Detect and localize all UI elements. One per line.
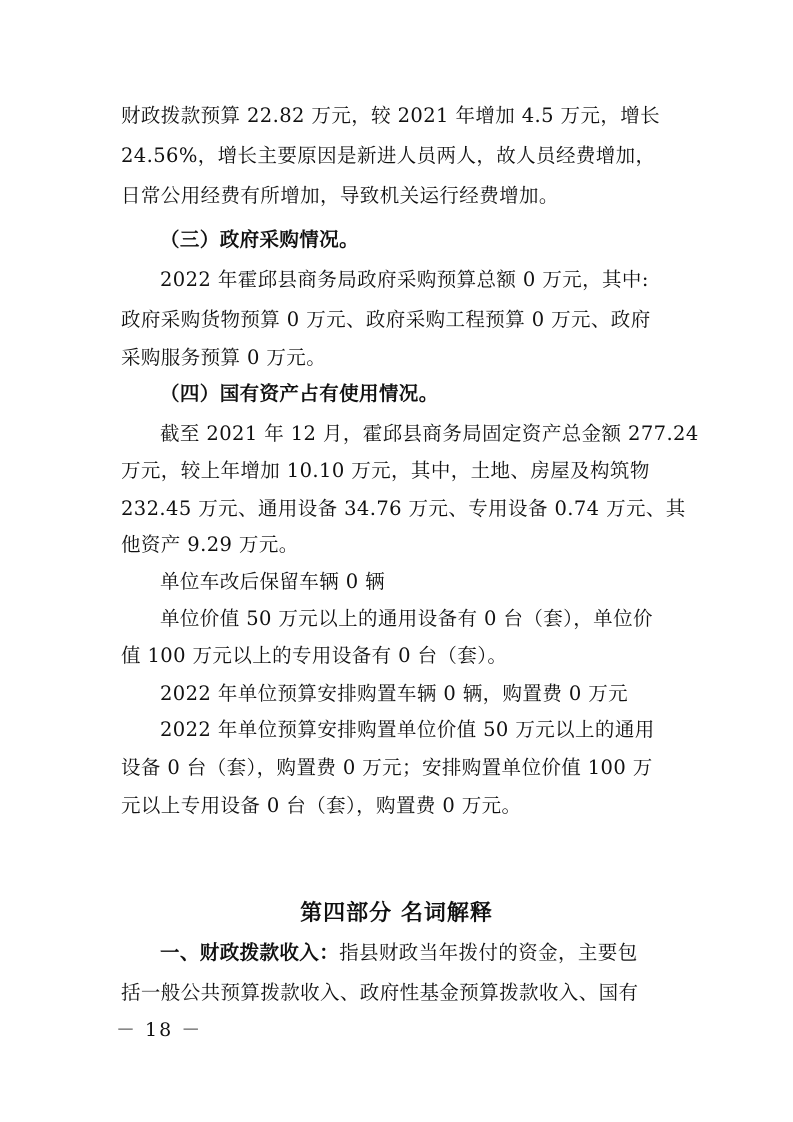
assets-paragraph-line-4: 他资产 9.29 万元。 (121, 533, 299, 556)
equipment-value-paragraph-line-2: 值 100 万元以上的专用设备有 0 台（套）。 (121, 644, 508, 667)
definition-text: 指县财政当年拨付的资金，主要包 (339, 941, 638, 964)
equipment-purchase-paragraph-line-1: 2022 年单位预算安排购置单位价值 50 万元以上的通用 (160, 718, 655, 741)
budget-paragraph-line-2: 24.56%，增长主要原因是新进人员两人，故人员经费增加， (121, 144, 656, 167)
assets-paragraph-line-1: 截至 2021 年 12 月，霍邱县商务局固定资产总金额 277.24 (160, 422, 699, 445)
procurement-heading: （三）政府采购情况。 (160, 228, 360, 251)
page-number: － 18 － (116, 1019, 203, 1041)
definition-term: 一、财政拨款收入： (160, 941, 340, 964)
procurement-paragraph-line-1: 2022 年霍邱县商务局政府采购预算总额 0 万元，其中: (160, 268, 649, 291)
section-heading: 第四部分 名词解释 (300, 901, 493, 926)
vehicles-paragraph-line-1: 单位车改后保留车辆 0 辆 (160, 570, 386, 593)
assets-paragraph-line-3: 232.45 万元、通用设备 34.76 万元、专用设备 0.74 万元、其 (121, 497, 686, 520)
budget-paragraph-line-3: 日常公用经费有所增加，导致机关运行经费增加。 (121, 184, 559, 207)
budget-paragraph-line-1: 财政拨款预算 22.82 万元，较 2021 年增加 4.5 万元，增长 (121, 104, 661, 127)
procurement-paragraph-line-3: 采购服务预算 0 万元。 (121, 346, 327, 369)
equipment-purchase-paragraph-line-3: 元以上专用设备 0 台（套），购置费 0 万元。 (121, 794, 522, 817)
assets-paragraph-line-2: 万元，较上年增加 10.10 万元，其中，土地、房屋及构筑物 (121, 459, 650, 482)
procurement-paragraph-line-2: 政府采购货物预算 0 万元、政府采购工程预算 0 万元、政府 (121, 308, 651, 331)
definition-line-1 (160, 941, 638, 965)
equipment-value-paragraph-line-1: 单位价值 50 万元以上的通用设备有 0 台（套），单位价 (160, 607, 653, 630)
equipment-purchase-paragraph-line-2: 设备 0 台（套），购置费 0 万元；安排购置单位价值 100 万 (121, 756, 653, 779)
assets-heading: （四）国有资产占有使用情况。 (160, 382, 439, 405)
vehicle-purchase-paragraph-line-1: 2022 年单位预算安排购置车辆 0 辆，购置费 0 万元 (160, 682, 629, 705)
definition-line-2: 括一般公共预算拨款收入、政府性基金预算拨款收入、国有 (121, 981, 639, 1004)
